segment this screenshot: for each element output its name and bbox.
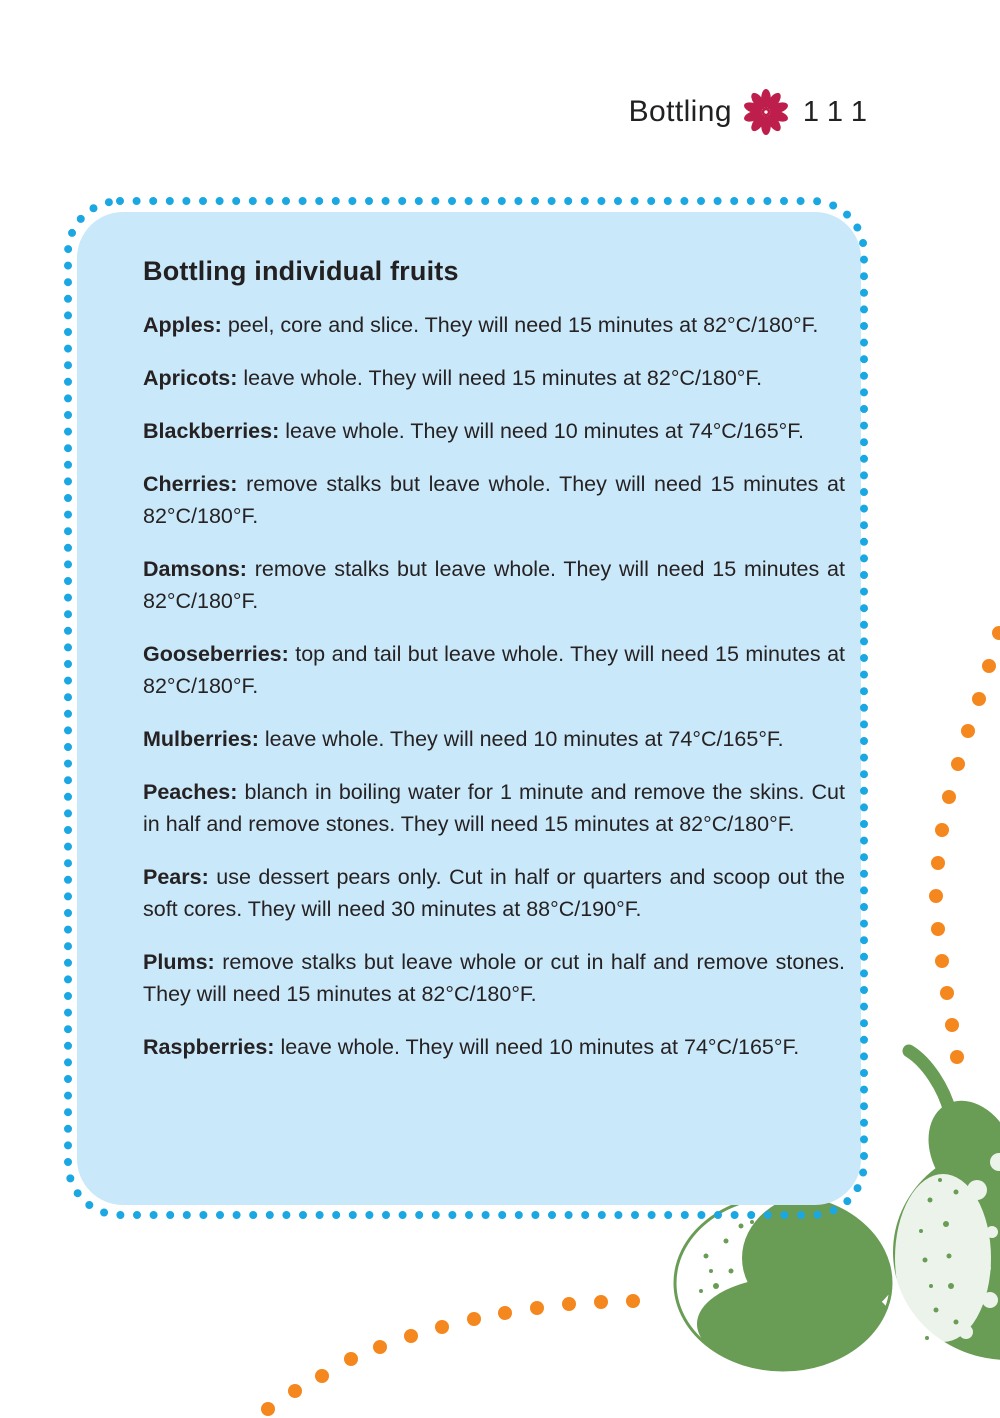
fruit-text: peel, core and slice. They will need 15 minutes at 82°C/180°F. [227,313,819,337]
fruit-entry [143,776,845,840]
orange-dots-right [929,626,1000,1064]
fruit-entry [143,468,845,532]
fruit-entry [143,415,845,447]
page-number: 111 [802,95,877,128]
fruit-label: Plums: [143,950,215,974]
box-title: Bottling individual fruits [143,256,459,286]
fruit-text: leave whole. They will need 10 minutes at 74°C/165°F. [285,419,804,443]
fruit-entry [143,553,845,617]
fruit-entries [143,309,845,1063]
fruit-label: Damsons: [143,557,247,581]
page-header [628,88,877,136]
orange-dots-bottom [261,1294,640,1416]
fruit-label: Apricots: [143,366,238,390]
fruit-label: Peaches: [143,780,238,804]
pear-speckles [699,1220,758,1319]
info-box [77,212,861,1205]
fruit-text: remove stalks but leave whole. They will need 15 minutes at 82°C/180°F. [143,557,845,613]
fruit-entry [143,362,845,394]
fruit-entry [143,309,845,341]
section-title: Bottling [628,95,732,128]
fruit-entry [143,1031,845,1063]
fruit-label: Pears: [143,865,209,889]
fruit-text: remove stalks but leave whole or cut in half and remove stones. They will need 15 minutes at 82°C/180°F. [143,950,845,1006]
fruit-text: leave whole. They will need 10 minutes at 74°C/165°F. [264,727,784,751]
fruit-label: Apples: [143,313,222,337]
fruit-text: remove stalks but leave whole. They will need 15 minutes at 82°C/180°F. [143,472,845,528]
fruit-label: Mulberries: [143,727,259,751]
fruit-entry [143,946,845,1010]
fruit-label: Gooseberries: [143,642,289,666]
fruit-label: Raspberries: [143,1035,275,1059]
fruit-text: leave whole. They will need 15 minutes at 82°C/180°F. [243,366,763,390]
fruit-entry [143,638,845,702]
fruit-text: leave whole. They will need 10 minutes at 74°C/165°F. [280,1035,800,1059]
fruit-text: top and tail but leave whole. They will need 15 minutes at 82°C/180°F. [143,642,845,698]
flower-icon [742,88,790,136]
fruit-text: use dessert pears only. Cut in half or quarters and scoop out the soft cores. They will need 30 minutes at 88°C/190°F. [143,865,845,921]
fruit-entry [143,861,845,925]
pear-mottling [895,1153,1000,1342]
fruit-label: Cherries: [143,472,238,496]
fruit-entry [143,723,845,755]
pear-stem [909,1051,950,1112]
fruit-text: blanch in boiling water for 1 minute and remove the skins. Cut in half and remove stones. They will need 15 minutes at 82°C/180°F. [143,780,845,836]
fruit-label: Blackberries: [143,419,280,443]
